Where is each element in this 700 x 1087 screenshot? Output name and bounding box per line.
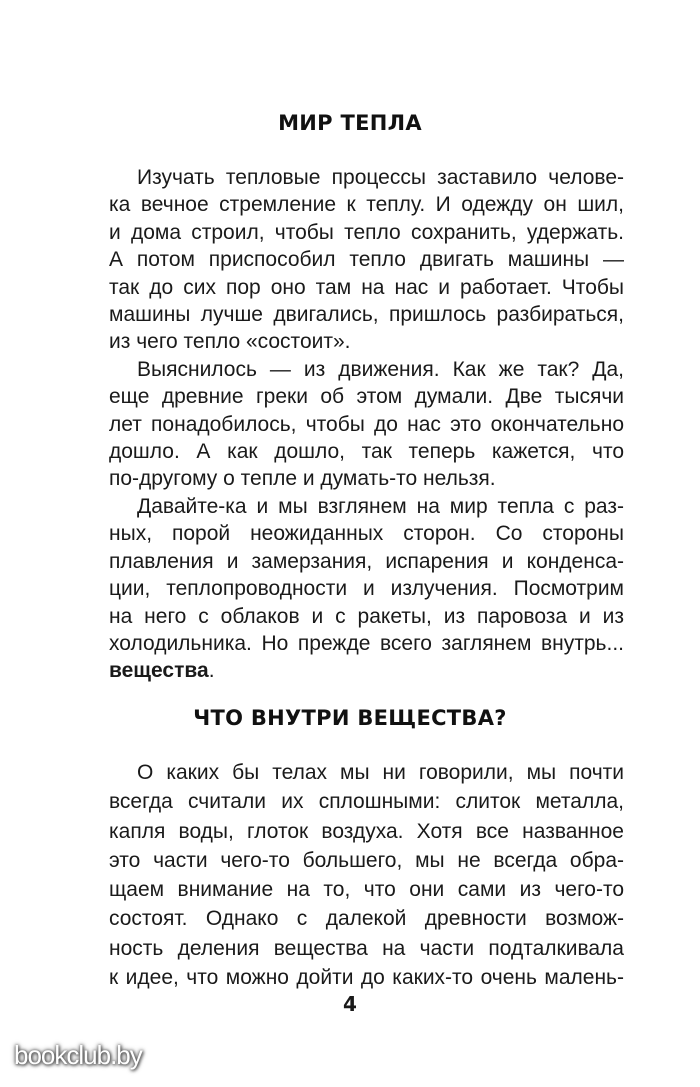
text-line: машины лучше двигались, пришлось разбираться, [109, 303, 624, 327]
text-line: холодильника. Но прежде всего заглянем внутрь... [109, 631, 624, 655]
text-line: состоят. Однако с далекой древности возмож- [109, 907, 624, 931]
section-text [109, 758, 624, 992]
chapter-intro-text [109, 164, 624, 685]
text-line: Изучать тепловые процессы заставило челове- [137, 166, 624, 189]
text-line: ных, порой неожиданных сторон. Со стороны [109, 522, 624, 546]
text-line: ка вечное стремление к теплу. И одежду он шил, [109, 193, 624, 217]
text-line: на него с облаков и с ракеты, из паровоза и из [109, 604, 624, 628]
text-line: Давайте-ка и мы взглянем на мир тепла с раз- [137, 494, 624, 518]
chapter-title: МИР ТЕПЛА [278, 111, 422, 135]
section-title: ЧТО ВНУТРИ ВЕЩЕСТВА? [193, 706, 507, 730]
text-line: щаем внимание на то, что они сами из чего-то [109, 878, 624, 902]
page-number: 4 [343, 992, 357, 1016]
text-line: О каких бы телах мы ни говорили, мы почти [137, 761, 624, 784]
text-line: лет понадобилось, чтобы до нас это окончательно [109, 412, 624, 436]
text-line: всегда считали их сплошными: слиток металла, [109, 790, 624, 814]
text-line: А потом приспособил тепло двигать машины — [109, 248, 624, 272]
text-line: и дома строил, чтобы тепло сохранить, удержать. [109, 220, 624, 244]
text-line: к идее, что можно дойти до каких-то очень малень- [109, 966, 624, 990]
text-line: дошло. А как дошло, так теперь кажется, что [109, 440, 624, 464]
text-line: из чего тепло «состоит». [109, 330, 351, 354]
text-line: по-другому о тепле и думать-то нельзя. [109, 467, 496, 491]
text-line-bold [109, 657, 624, 684]
watermark-logo: bookclub.by [14, 1040, 142, 1070]
text-line: ции, теплопроводности и излучения. Посмотрим [109, 577, 624, 601]
text-line: еще древние греки об этом думали. Две тысячи [109, 385, 624, 409]
text-line: это части чего-то большего, мы не всегда обра- [109, 848, 624, 872]
bold-term: вещества [109, 659, 209, 683]
text-line: плавления и замерзания, испарения и конденса- [109, 549, 624, 573]
punctuation: . [208, 659, 215, 683]
text-line: Выяснилось — из движения. Как же так? Да, [137, 357, 624, 381]
text-line: капля воды, глоток воздуха. Хотя все названное [109, 819, 624, 843]
text-line: ность деления вещества на части подталкивала [109, 936, 624, 960]
text-line: так до сих пор оно там на нас и работает. Чтобы [109, 275, 624, 299]
